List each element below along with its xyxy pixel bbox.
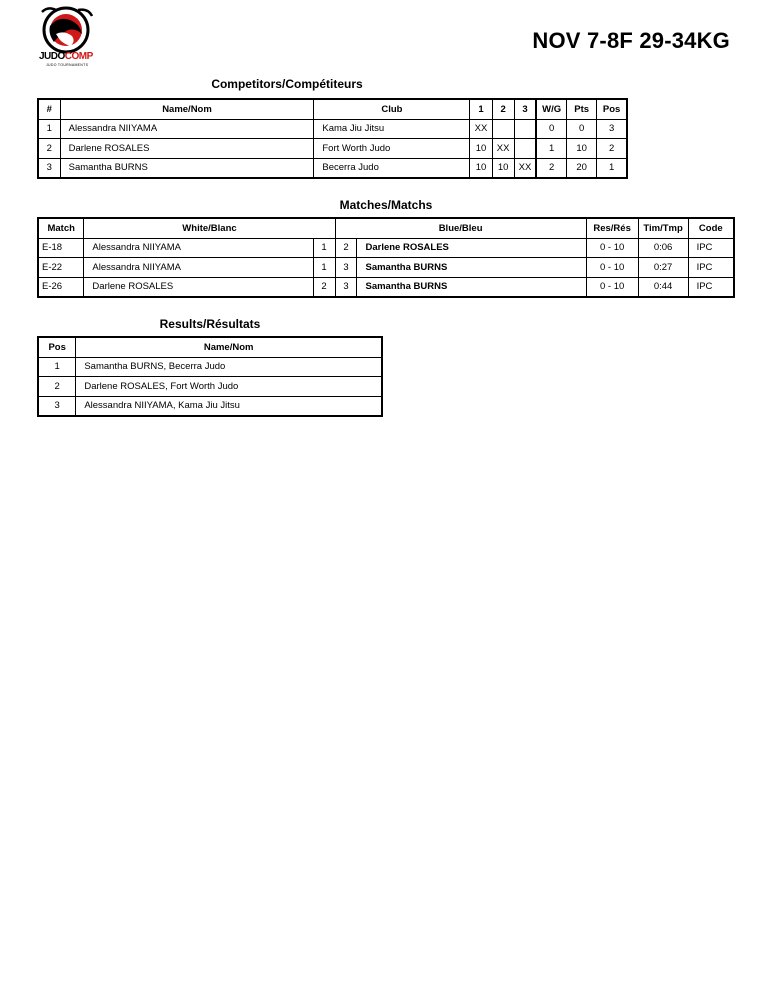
match-white-num: 1: [313, 238, 335, 258]
result-pos: 1: [38, 357, 76, 377]
table-row: [38, 139, 627, 159]
match-blue: Darlene ROSALES: [357, 238, 586, 258]
match-res: 0 - 10: [586, 238, 638, 258]
match-id: E-22: [38, 258, 84, 278]
match-blue-num: 3: [335, 258, 357, 278]
col-pos: Pos: [597, 99, 627, 119]
comp-r1: 10: [470, 139, 492, 159]
competitors-title: Competitors/Compétiteurs: [211, 77, 363, 91]
matches-table: [37, 217, 735, 298]
comp-name: Darlene ROSALES: [60, 139, 314, 159]
comp-num: 2: [38, 139, 60, 159]
comp-wg: 1: [536, 139, 566, 159]
match-res: 0 - 10: [586, 277, 638, 297]
comp-club: Fort Worth Judo: [314, 139, 470, 159]
results-table: [37, 336, 383, 417]
comp-r1: XX: [470, 119, 492, 139]
table-row: [38, 396, 382, 416]
table-row: [38, 238, 734, 258]
match-time: 0:06: [638, 238, 688, 258]
match-code: IPC: [688, 238, 734, 258]
comp-r3: [514, 119, 536, 139]
result-pos: 2: [38, 377, 76, 397]
table-row: [38, 377, 382, 397]
match-white: Darlene ROSALES: [84, 277, 313, 297]
competitors-header-row: [38, 99, 627, 119]
match-blue: Samantha BURNS: [357, 258, 586, 278]
comp-pos: 2: [597, 139, 627, 159]
table-row: [38, 119, 627, 139]
comp-name: Samantha BURNS: [60, 158, 314, 178]
table-row: [38, 258, 734, 278]
comp-r3: [514, 139, 536, 159]
col-name: Name/Nom: [60, 99, 314, 119]
col-name: Name/Nom: [76, 337, 382, 357]
col-pos: Pos: [38, 337, 76, 357]
col-res: Res/Rés: [586, 218, 638, 238]
match-time: 0:44: [638, 277, 688, 297]
result-name: Darlene ROSALES, Fort Worth Judo: [76, 377, 382, 397]
table-row: [38, 277, 734, 297]
match-blue: Samantha BURNS: [357, 277, 586, 297]
comp-name: Alessandra NIIYAMA: [60, 119, 314, 139]
comp-club: Kama Jiu Jitsu: [314, 119, 470, 139]
comp-num: 3: [38, 158, 60, 178]
match-code: IPC: [688, 277, 734, 297]
comp-wg: 0: [536, 119, 566, 139]
match-white: Alessandra NIIYAMA: [84, 258, 313, 278]
match-white: Alessandra NIIYAMA: [84, 238, 313, 258]
competitors-table: [37, 98, 628, 179]
comp-r2: 10: [492, 158, 514, 178]
col-3: 3: [514, 99, 536, 119]
match-white-num: 2: [313, 277, 335, 297]
match-blue-num: 3: [335, 277, 357, 297]
comp-pts: 0: [567, 119, 597, 139]
comp-club: Becerra Judo: [314, 158, 470, 178]
comp-r1: 10: [470, 158, 492, 178]
comp-wg: 2: [536, 158, 566, 178]
col-white: White/Blanc: [84, 218, 335, 238]
col-1: 1: [470, 99, 492, 119]
logo-wordmark: JUDOCOMP: [39, 51, 93, 62]
comp-r3: XX: [514, 158, 536, 178]
match-id: E-26: [38, 277, 84, 297]
col-2: 2: [492, 99, 514, 119]
comp-pts: 10: [567, 139, 597, 159]
col-blue: Blue/Bleu: [335, 218, 586, 238]
comp-pos: 1: [597, 158, 627, 178]
col-time: Tim/Tmp: [638, 218, 688, 238]
col-match: Match: [38, 218, 84, 238]
matches-title: Matches/Matchs: [339, 198, 433, 212]
result-name: Alessandra NIIYAMA, Kama Jiu Jitsu: [76, 396, 382, 416]
col-pts: Pts: [567, 99, 597, 119]
table-row: [38, 158, 627, 178]
col-code: Code: [688, 218, 734, 238]
results-title: Results/Résultats: [159, 317, 261, 331]
page-title: NOV 7-8F 29-34KG: [532, 28, 730, 53]
col-wg: W/G: [536, 99, 566, 119]
result-name: Samantha BURNS, Becerra Judo: [76, 357, 382, 377]
comp-r2: XX: [492, 139, 514, 159]
match-res: 0 - 10: [586, 258, 638, 278]
match-time: 0:27: [638, 258, 688, 278]
comp-r2: [492, 119, 514, 139]
col-club: Club: [314, 99, 470, 119]
logo-tagline: JUDO TOURNAMENTS: [46, 63, 89, 67]
match-id: E-18: [38, 238, 84, 258]
comp-pos: 3: [597, 119, 627, 139]
table-row: [38, 357, 382, 377]
match-code: IPC: [688, 258, 734, 278]
matches-header-row: [38, 218, 734, 238]
result-pos: 3: [38, 396, 76, 416]
comp-num: 1: [38, 119, 60, 139]
comp-pts: 20: [567, 158, 597, 178]
col-num: #: [38, 99, 60, 119]
match-blue-num: 2: [335, 238, 357, 258]
match-white-num: 1: [313, 258, 335, 278]
results-header-row: [38, 337, 382, 357]
